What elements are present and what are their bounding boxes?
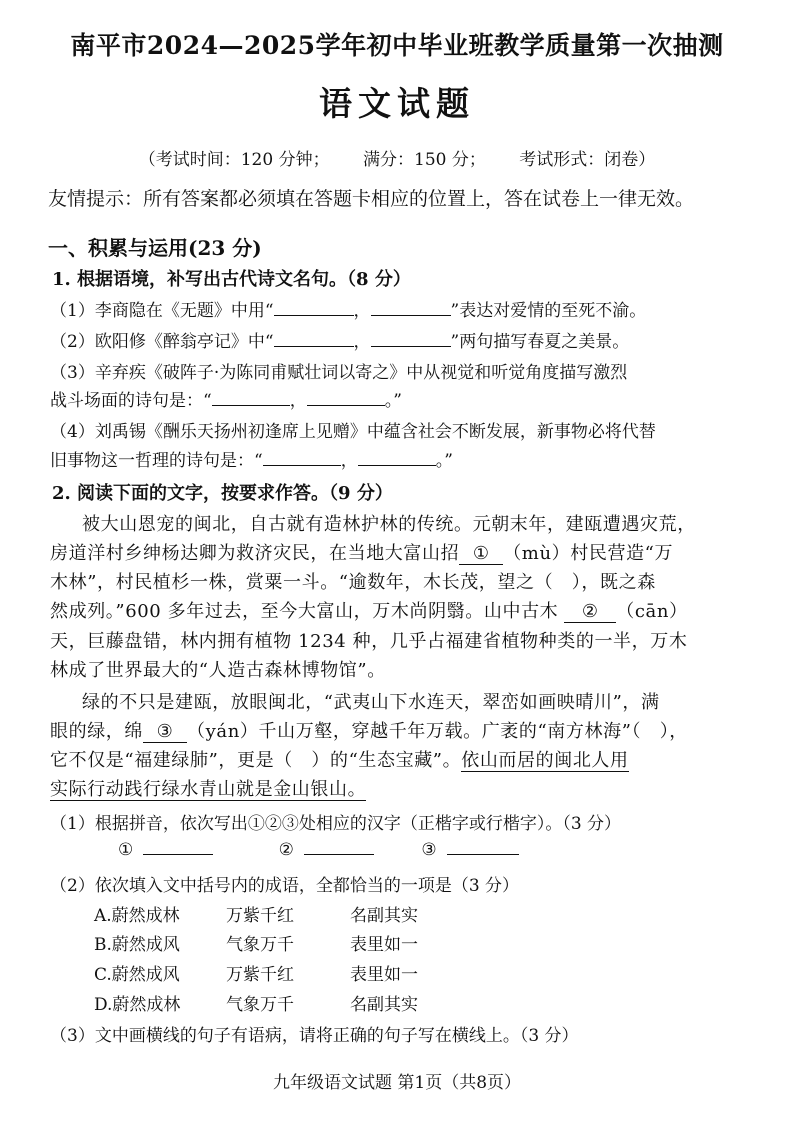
answer-blank[interactable]: [212, 391, 290, 406]
page-footer: 九年级语文试题 第1页（共8页）: [272, 1073, 522, 1093]
underlined-sentence: 实际行动践行绿水青山就是金山银山。: [50, 779, 367, 800]
section-title: 一、积累与运用(23 分): [48, 236, 262, 260]
question-1-item-4-line-2: 旧事物这一哲理的诗句是：“ ， 。”: [50, 451, 453, 471]
answer-blank[interactable]: [143, 840, 213, 855]
pinyin-blank-2[interactable]: ②: [564, 601, 616, 623]
pinyin-blank-3[interactable]: ③: [143, 721, 187, 743]
friendly-tip: 友情提示：所有答案都必须填在答题卡相应的位置上，答在试卷上一律无效。: [48, 188, 695, 210]
pinyin-blank-1[interactable]: ①: [459, 543, 503, 565]
passage-line: 它不仅是“福建绿肺”，更是（ ）的“生态宝藏”。依山而居的闽北人用: [50, 750, 629, 771]
answer-blank[interactable]: [274, 301, 354, 316]
passage-line: 绿的不只是建瓯，放眼闽北，“武夷山下水连天，翠峦如画映晴川”，满: [82, 692, 660, 713]
answer-blank[interactable]: [371, 332, 451, 347]
subquestion-3: （3）文中画横线的句子有语病，请将正确的句子写在横线上。（3 分）: [50, 1026, 579, 1046]
exam-time: （考试时间：120 分钟；: [138, 150, 330, 170]
passage-line: 然成列。”600 多年过去，至今大富山，万木尚阴翳。山中古木 ② （cān）: [50, 601, 688, 622]
option-d[interactable]: D.蔚然成林 气象万千 名副其实: [94, 995, 418, 1015]
exam-form: 考试形式：闭卷）: [519, 150, 656, 170]
question-1-title: 1. 根据语境，补写出古代诗文名句。（8 分）: [52, 269, 411, 290]
subquestion-1-answers: ① ② ③: [118, 840, 519, 860]
subject-title: 语文试题: [319, 84, 475, 123]
answer-blank[interactable]: [447, 840, 519, 855]
answer-blank[interactable]: [307, 391, 385, 406]
option-c[interactable]: C.蔚然成风 万紫千红 表里如一: [94, 965, 418, 985]
question-2-title: 2. 阅读下面的文字，按要求作答。（9 分）: [52, 483, 393, 504]
question-1-item-3-line-2: 战斗场面的诗句是：“ ， 。”: [50, 391, 402, 411]
exam-score: 满分：150 分；: [363, 150, 486, 170]
answer-blank[interactable]: [274, 332, 354, 347]
passage-line: 房道洋村乡绅杨达卿为救济灾民，在当地大富山招 ① （mù）村民营造“万: [50, 543, 674, 564]
passage-line: 被大山恩宠的闽北，自古就有造林护林的传统。元朝末年，建瓯遭遇灾荒，: [82, 514, 696, 535]
answer-blank[interactable]: [371, 301, 451, 316]
answer-blank[interactable]: [304, 840, 374, 855]
passage-line: 天，巨藤盘错，林内拥有植物 1234 种，几乎占福建省植物种类的一半，万木: [50, 631, 688, 652]
question-1-item-1: （1）李商隐在《无题》中用“ ， ”表达对爱情的至死不渝。: [50, 301, 647, 321]
question-1-item-3-line-1: （3）辛弃疾《破阵子·为陈同甫赋壮词以寄之》中从视觉和听觉角度描写激烈: [50, 363, 628, 383]
question-1-item-2: （2）欧阳修《醉翁亭记》中“ ， ”两句描写春夏之美景。: [50, 332, 630, 352]
exam-info: [0, 145, 794, 170]
question-1-item-4-line-1: （4）刘禹锡《酬乐天扬州初逢席上见赠》中蕴含社会不断发展，新事物必将代替: [50, 422, 656, 442]
passage-line: [50, 775, 366, 801]
subquestion-1: （1）根据拼音，依次写出①②③处相应的汉字（正楷字或行楷字）。（3 分）: [50, 814, 622, 834]
option-b[interactable]: B.蔚然成风 气象万千 表里如一: [94, 935, 418, 955]
passage-line: 眼的绿，绵 ③ （yán）千山万壑，穿越千年万载。广袤的“南方林海”（ ），: [50, 721, 688, 742]
subquestion-2: （2）依次填入文中括号内的成语，全都恰当的一项是（3 分）: [50, 876, 520, 896]
option-a[interactable]: A.蔚然成林 万紫千红 名副其实: [94, 906, 418, 926]
passage-line: 林成了世界最大的“人造古森林博物馆”。: [50, 660, 386, 681]
underlined-sentence: 依山而居的闽北人用: [461, 750, 629, 771]
exam-title: 南平市2024—2025学年初中毕业班教学质量第一次抽测: [70, 31, 724, 60]
answer-blank[interactable]: [263, 451, 341, 466]
passage-line: 木林”，村民植杉一株，赏粟一斗。“逾数年，木长茂，望之（ ），既之森: [50, 572, 656, 593]
answer-blank[interactable]: [358, 451, 436, 466]
